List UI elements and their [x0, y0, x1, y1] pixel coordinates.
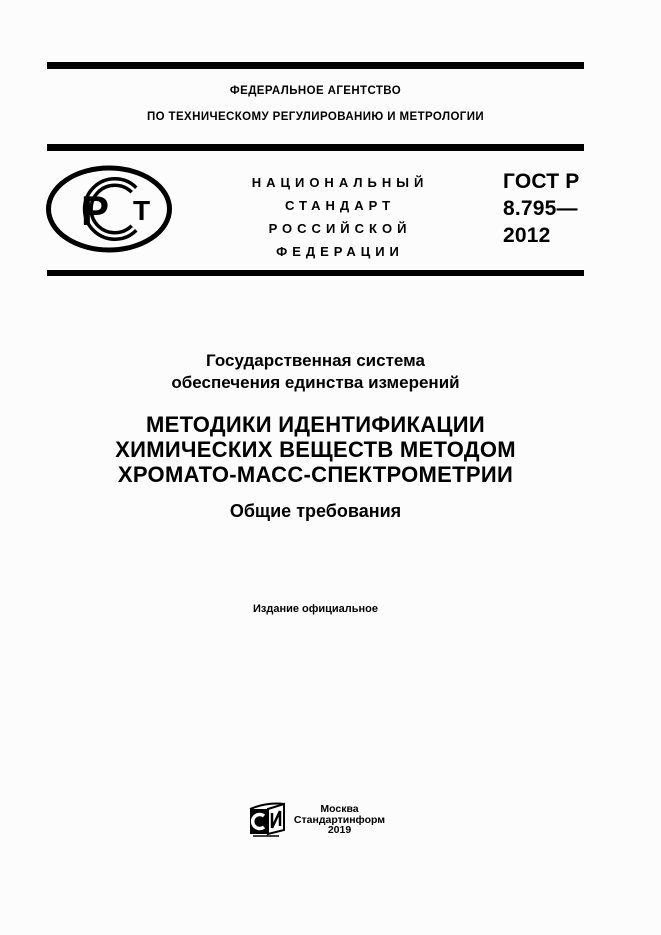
document-number-line: 8.795—: [503, 197, 578, 220]
rst-certification-mark-icon: [45, 165, 173, 253]
horizontal-rule-bottom: [47, 270, 584, 276]
standard-block-line: СТАНДАРТ: [284, 198, 396, 213]
horizontal-rule-middle: [47, 144, 584, 151]
document-number: [503, 168, 603, 249]
imprint-year: 2019: [327, 824, 352, 836]
main-title: [47, 412, 584, 487]
main-title-line: ХРОМАТО-МАСС-СПЕКТРОМЕТРИИ: [117, 462, 514, 487]
edition-note: Издание официальное: [252, 603, 379, 615]
svg-text:Т: Т: [133, 195, 151, 226]
national-standard-block: [215, 171, 465, 263]
document-number-line: 2012: [503, 224, 551, 247]
imprint-city: Москва: [320, 803, 359, 815]
standard-block-line: ФЕДЕРАЦИИ: [276, 244, 404, 259]
imprint-publisher: Стандартинформ: [293, 813, 386, 826]
svg-text:Р: Р: [81, 187, 110, 234]
standartinform-emblem-icon: [247, 798, 287, 840]
standard-block-line: НАЦИОНАЛЬНЫЙ: [251, 175, 429, 190]
subtitle: Общие требования: [229, 501, 402, 521]
document-number-line: ГОСТ Р: [503, 170, 580, 193]
imprint: [282, 804, 397, 836]
system-title: [47, 350, 584, 394]
standard-block-line: РОССИЙСКОЙ: [268, 221, 412, 236]
system-title-line: Государственная система: [206, 351, 425, 370]
main-title-line: МЕТОДИКИ ИДЕНТИФИКАЦИИ: [145, 412, 486, 437]
agency-name-line: ФЕДЕРАЛЬНОЕ АГЕНТСТВО: [229, 85, 402, 97]
system-title-line: обеспечения единства измерений: [171, 373, 460, 392]
agency-subname-line: ПО ТЕХНИЧЕСКОМУ РЕГУЛИРОВАНИЮ И МЕТРОЛОГИИ: [146, 111, 485, 123]
horizontal-rule-top: [47, 62, 584, 69]
main-title-line: ХИМИЧЕСКИХ ВЕЩЕСТВ МЕТОДОМ: [115, 437, 516, 462]
